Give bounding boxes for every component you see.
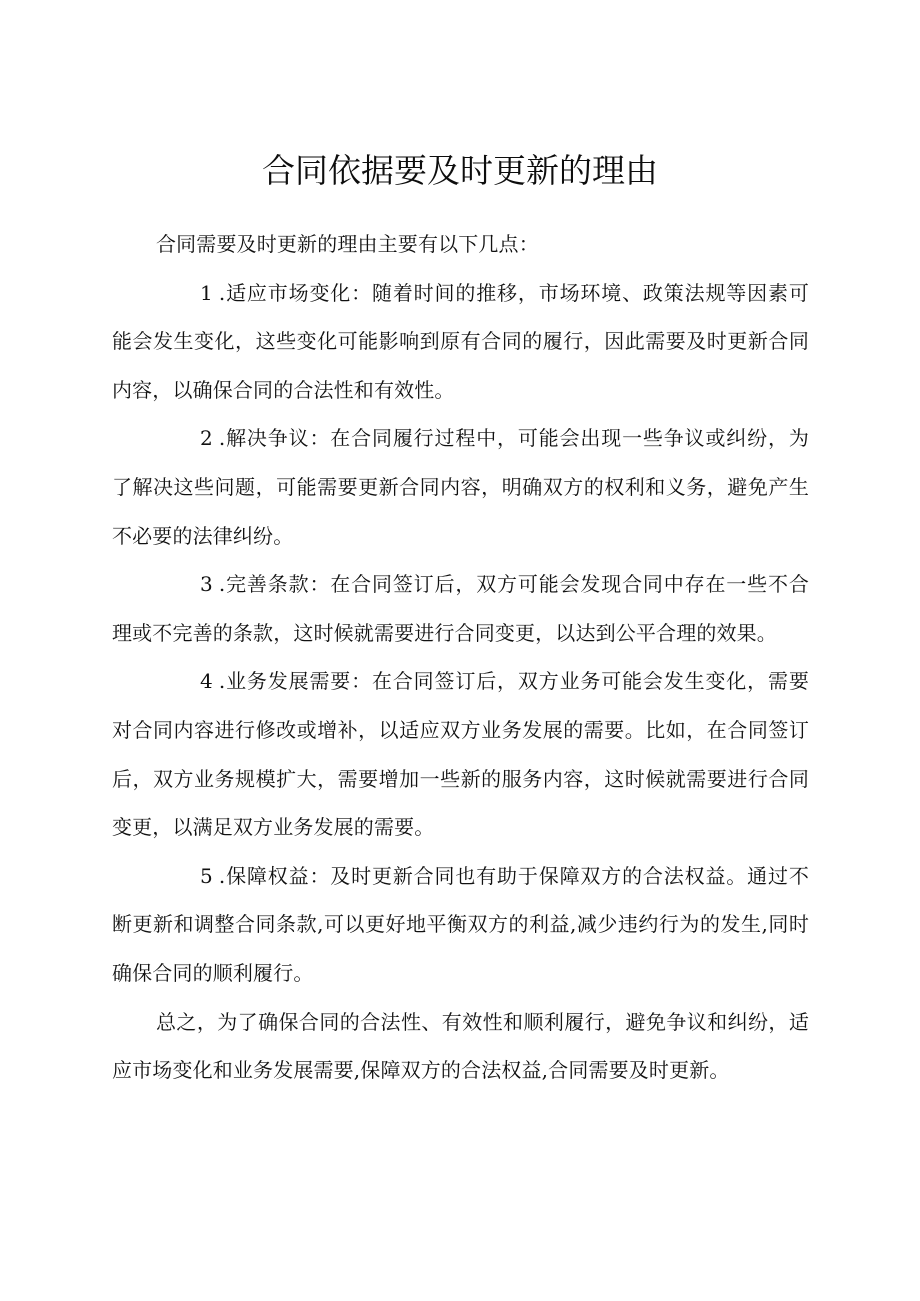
list-item-number: 4 [200, 669, 213, 694]
list-item-text: .解决争议：在合同履行过程中，可能会出现一些争议或纠纷，为了解决这些问题，可能需要更新合同内容，明确双方的权利和义务，避免产生不必要的法律纠纷。 [112, 426, 809, 548]
list-item-text: .完善条款：在合同签订后，双方可能会发现合同中存在一些不合理或不完善的条款，这时候就需要进行合同变更，以达到公平合理的效果。 [112, 572, 809, 645]
list-item-text: .业务发展需要：在合同签订后，双方业务可能会发生变化，需要对合同内容进行修改或增补，以适应双方业务发展的需要。比如，在合同签订后，双方业务规模扩大，需要增加一些新的服务内容，这时候就需要进行合同变更，以满足双方业务发展的需要。 [112, 669, 809, 840]
list-item [112, 560, 809, 657]
document-title: 合同依据要及时更新的理由 [262, 151, 658, 191]
list-item [112, 852, 809, 998]
list-item [112, 414, 809, 560]
intro-paragraph: 合同需要及时更新的理由主要有以下几点： [156, 232, 539, 256]
list-item-number: 1 [200, 280, 213, 305]
list-item [112, 657, 809, 851]
list-item-text: .适应市场变化：随着时间的推移，市场环境、政策法规等因素可能会发生变化，这些变化可能影响到原有合同的履行，因此需要及时更新合同内容，以确保合同的合法性和有效性。 [112, 280, 809, 402]
list-item-text: .保障权益：及时更新合同也有助于保障双方的合法权益。通过不断更新和调整合同条款,可以更好地平衡双方的利益,减少违约行为的发生,同时确保合同的顺利履行。 [112, 863, 809, 985]
conclusion-paragraph: 总之，为了确保合同的合法性、有效性和顺利履行，避免争议和纠纷，适应市场变化和业务发展需要,保障双方的合法权益,合同需要及时更新。 [112, 1009, 809, 1083]
document-body [112, 220, 809, 1095]
list-item-number: 5 [200, 863, 213, 888]
list-item-number: 2 [200, 426, 213, 451]
list-item-number: 3 [200, 572, 213, 597]
list-item [112, 269, 809, 415]
